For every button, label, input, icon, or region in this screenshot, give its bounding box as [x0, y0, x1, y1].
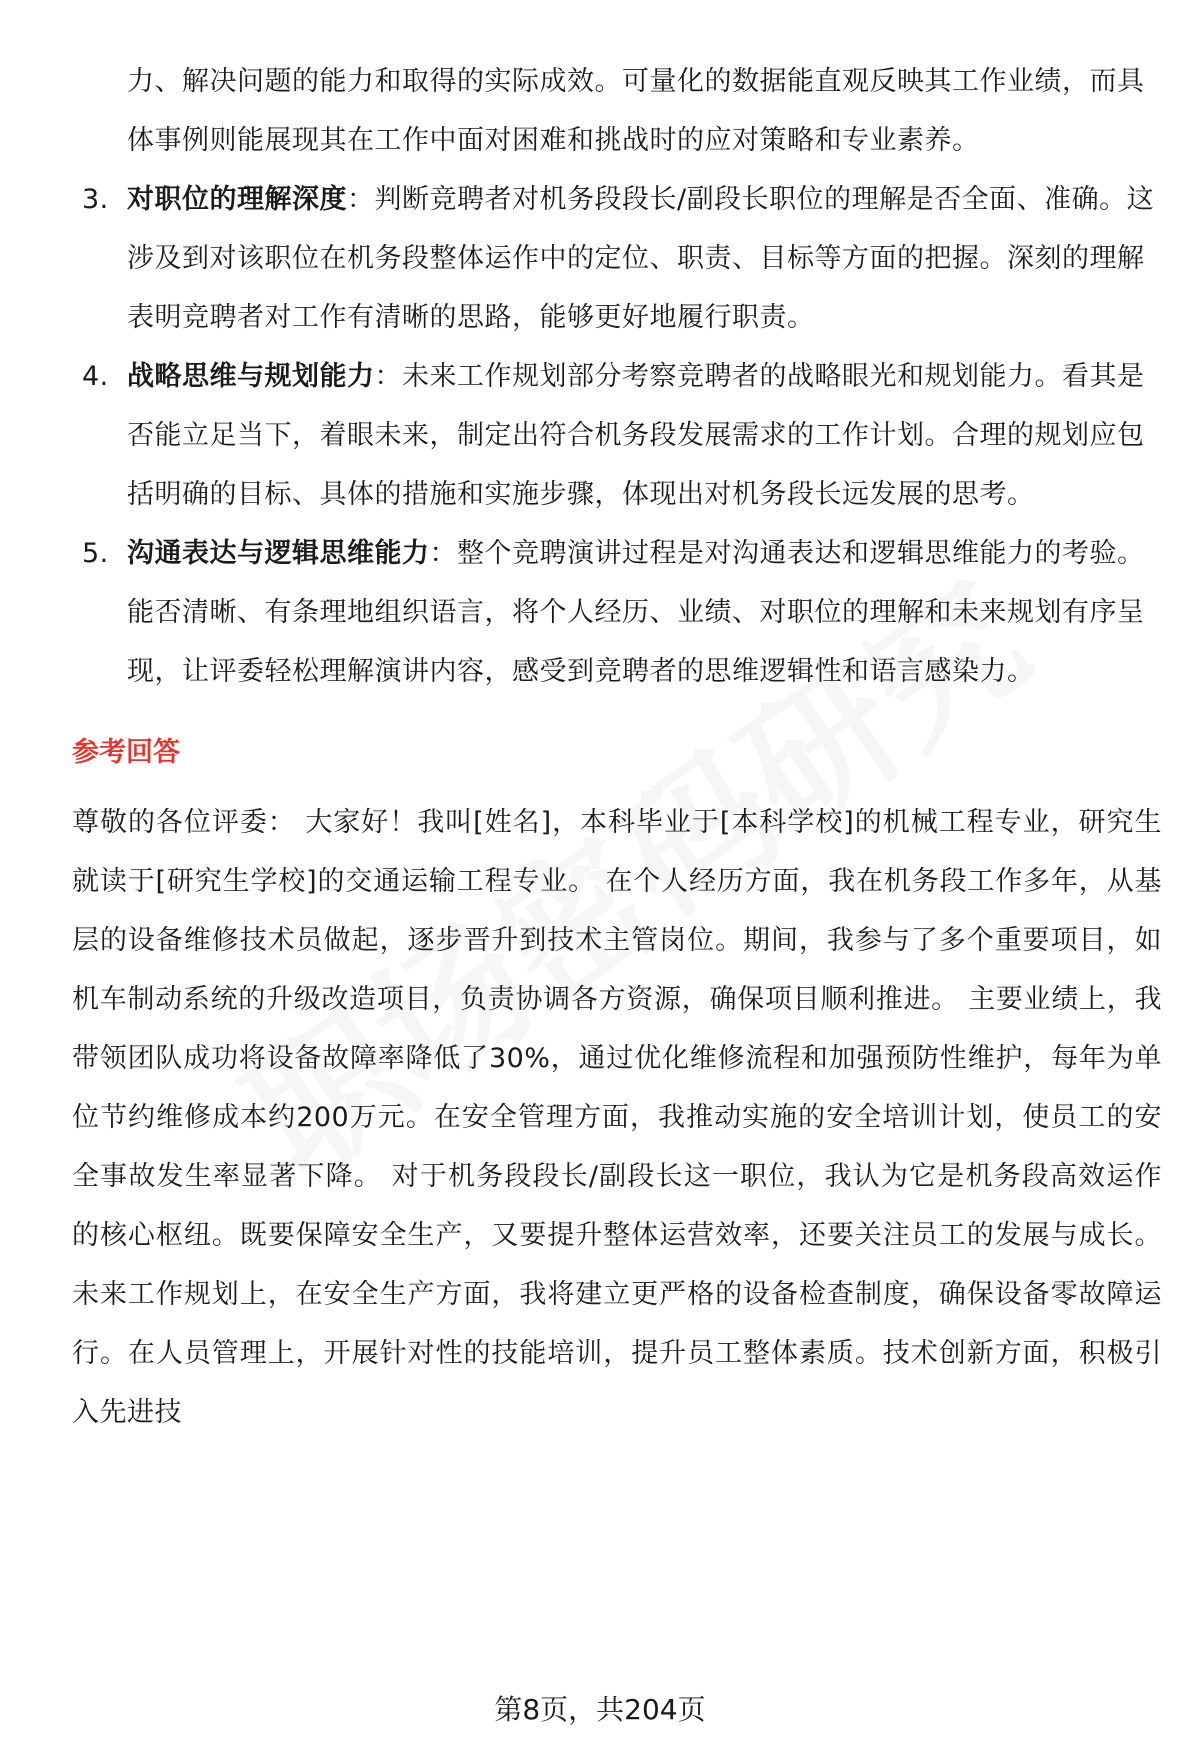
list-item [72, 524, 1162, 701]
list-item-title: 对职位的理解深度 [127, 184, 347, 215]
section-heading: 参考回答 [72, 737, 180, 768]
document-page [72, 52, 1162, 1442]
list-item [72, 347, 1162, 524]
list-item-text: ：判断竞聘者对机务段段长/副段长职位的理解是否全面、准确。这涉及到对该职位在机务段整体运作中的定位、职责、目标等方面的把握。深刻的理解表明竞聘者对工作有清晰的思路，能够更好地履行职责。 [127, 184, 1155, 333]
list-number: 4. [82, 361, 109, 392]
page-footer: 第8页，共204页 [494, 1693, 706, 1726]
answer-paragraph: 尊敬的各位评委： 大家好！我叫[姓名]，本科毕业于[本科学校]的机械工程专业，研究生就读于[研究生学校]的交通运输工程专业。 在个人经历方面，我在机务段工作多年，从基层的设备维修技术员做起，逐步晋升到技术主管岗位。期间，我参与了多个重要项目，如机车制动系统的升级改造项目，负责协调各方资源，确保项目顺利推进。 主要业绩上，我带领团队成功将设备故障率降低了30%，通过优化维修流程和加强预防性维护，每年为单位节约维修成本约200万元。在安全管理方面，我推动实施的安全培训计划，使员工的安全事故发生率显著下降。 对于机务段段长/副段长这一职位，我认为它是机务段高效运作的核心枢纽。既要保障安全生产，又要提升整体运营效率，还要关注员工的发展与成长。 未来工作规划上，在安全生产方面，我将建立更严格的设备检查制度，确保设备零故障运行。在人员管理上，开展针对性的技能培训，提升员工整体素质。技术创新方面，积极引入先进技 [72, 807, 1162, 1428]
list-number: 5. [82, 538, 109, 569]
list-item [72, 170, 1162, 347]
list-number: 3. [82, 184, 109, 215]
continuation-paragraph: 力、解决问题的能力和取得的实际成效。可量化的数据能直观反映其工作业绩，而具体事例则能展现其在工作中面对困难和挑战时的应对策略和专业素养。 [127, 66, 1145, 156]
list-item-title: 沟通表达与逻辑思维能力 [127, 538, 430, 569]
list-item-title: 战略思维与规划能力 [127, 361, 375, 392]
criteria-list [72, 170, 1162, 701]
list-item-text: ：未来工作规划部分考察竞聘者的战略眼光和规划能力。看其是否能立足当下，着眼未来，制定出符合机务段发展需求的工作计划。合理的规划应包括明确的目标、具体的措施和实施步骤，体现出对机务段长远发展的思考。 [127, 361, 1145, 510]
list-item-text: ：整个竞聘演讲过程是对沟通表达和逻辑思维能力的考验。能否清晰、有条理地组织语言，将个人经历、业绩、对职位的理解和未来规划有序呈现，让评委轻松理解演讲内容，感受到竞聘者的思维逻辑性和语言感染力。 [127, 538, 1145, 687]
